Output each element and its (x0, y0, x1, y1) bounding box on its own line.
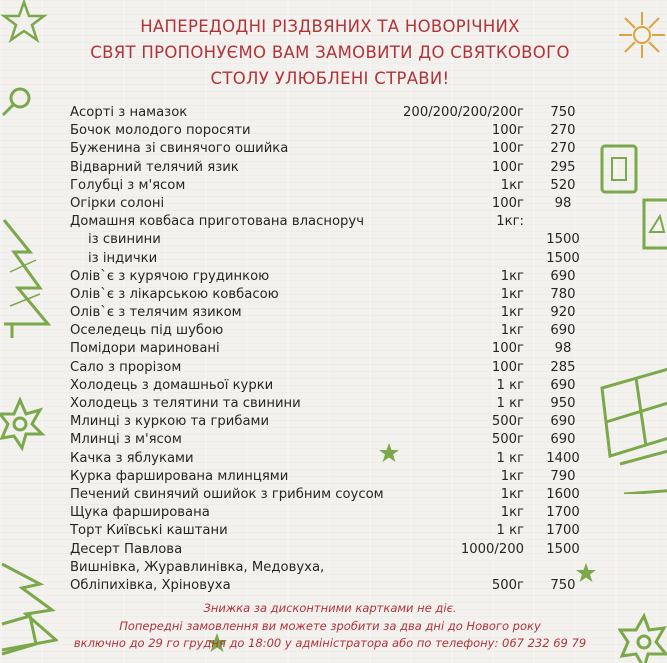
menu-item-name: із свинини (88, 232, 161, 248)
menu-item-price: 98 (554, 195, 572, 211)
menu-item-name: Асорті з намазок (70, 105, 188, 120)
menu-item-price: 285 (550, 359, 576, 375)
menu-item-weight: 100г (491, 159, 524, 175)
menu-item-price: 690 (550, 432, 576, 448)
menu-item-weight: 1кг (500, 268, 524, 284)
menu-item-price: 1400 (546, 450, 580, 466)
menu-row (70, 213, 590, 231)
menu-row (70, 286, 590, 304)
discount-note: Знижка за дисконтними картками не діє. (203, 601, 457, 615)
menu-row (70, 104, 590, 122)
menu-item-weight: 1 кг (496, 377, 524, 393)
menu-item-price: 270 (550, 123, 576, 139)
announcement-heading (40, 14, 620, 92)
preorder-note: Попередні замовлення ви можете зробити за два дні до Нового року (119, 618, 541, 633)
menu-item-name: Відварний телячий язик (70, 159, 239, 175)
snowflake-icon (0, 396, 46, 452)
menu-item-price: 690 (550, 323, 576, 339)
menu-row (70, 159, 590, 177)
menu-row (70, 486, 590, 504)
footer-notes (30, 600, 630, 653)
menu-item-weight: 100г (491, 141, 524, 157)
menu-item-weight: 1кг (500, 486, 524, 502)
menu-item-weight: 500г (491, 414, 524, 430)
menu-item-price: 750 (550, 105, 576, 120)
menu-item-weight: 1кг (500, 468, 524, 484)
menu-item-name: Домашня ковбаса приготована власноруч (70, 214, 365, 230)
menu-item-price: 1600 (546, 486, 580, 502)
menu-item-price: 295 (550, 159, 576, 175)
menu-item-weight: 500г (491, 577, 524, 593)
menu-item-name: Млинці з куркою та грибами (70, 414, 270, 430)
menu-item-weight: 1кг (500, 286, 524, 302)
menu-item-price: 1500 (546, 541, 580, 557)
menu-item-name: із індички (88, 250, 158, 266)
menu-row (70, 450, 590, 468)
menu-item-price: 790 (550, 468, 576, 484)
menu-item-name: Обліпихівка, Хріновуха (70, 577, 231, 593)
menu-item-name: Помідори мариновані (70, 341, 220, 357)
menu-item-price: 690 (550, 377, 576, 393)
menu-item-name: Голубці з м'ясом (70, 177, 186, 193)
menu-item-name: Олів`є з лікарською ковбасою (70, 286, 279, 302)
menu-item-weight: 100г (491, 341, 524, 357)
menu-item-price: 1700 (546, 505, 580, 521)
menu-item-price: 690 (550, 414, 576, 430)
menu-item-price: 98 (554, 341, 572, 357)
menu-item-price: 520 (550, 177, 576, 193)
ornament-icon (0, 84, 34, 118)
menu-item-price: 950 (550, 396, 576, 411)
menu-item-weight: 1кг (500, 177, 524, 193)
snowflake-icon (617, 10, 667, 60)
menu-item-price: 780 (550, 286, 576, 302)
menu-item-name: Качка з яблуками (70, 450, 194, 466)
contact-note: включно до 29 го грудня до 18:00 у адміністратора або по телефону: 067 232 69 79 (73, 636, 587, 650)
menu-item-name: Холодець з домашньої курки (70, 377, 274, 393)
menu-item-name: Курка фарширована млинцями (70, 468, 289, 484)
menu-item-name: Щука фарширована (70, 505, 210, 521)
menu-item-weight: 1 кг (496, 523, 524, 539)
menu-row (70, 140, 590, 158)
menu-item-price: 920 (550, 305, 576, 321)
menu-row (70, 250, 590, 268)
menu-item-name: Олів`є з телячим язиком (70, 305, 242, 321)
menu-list (70, 104, 590, 595)
menu-item-name: Огірки солоні (70, 195, 165, 211)
menu-row (70, 122, 590, 140)
menu-row (70, 431, 590, 449)
menu-item-name: Торт Київські каштани (70, 523, 228, 539)
menu-item-name: Сало з прорізом (70, 359, 182, 375)
menu-row (70, 377, 590, 395)
menu-item-price: 1700 (546, 523, 580, 539)
menu-item-weight: 1 кг (496, 450, 524, 466)
menu-item-price: 270 (550, 141, 576, 157)
menu-row (70, 359, 590, 377)
menu-item-weight: 1000/200 (460, 541, 524, 557)
menu-row (70, 177, 590, 195)
gift-box-icon (640, 196, 667, 252)
menu-item-price: 1500 (546, 250, 580, 266)
menu-row (70, 395, 590, 413)
jar-icon (596, 140, 642, 196)
menu-row (70, 577, 590, 595)
menu-row (70, 322, 590, 340)
christmas-tree-icon (0, 212, 52, 342)
menu-row (70, 340, 590, 358)
menu-item-weight: 1кг: (496, 214, 524, 230)
menu-item-name: Печений свинячий ошийок з грибним соусом (70, 486, 384, 502)
menu-row (70, 504, 590, 522)
menu-row (70, 195, 590, 213)
heading-line-1: НАПЕРЕДОДНІ РІЗДВЯНИХ ТА НОВОРІЧНИХ (140, 17, 520, 36)
menu-row (70, 268, 590, 286)
menu-item-name: Оселедець під шубою (70, 323, 224, 339)
menu-item-weight: 1кг (500, 323, 524, 339)
menu-item-weight: 500г (491, 432, 524, 448)
menu-item-weight: 200/200/200/200г (403, 105, 524, 120)
heading-line-3: СТОЛУ УЛЮБЛЕНІ СТРАВИ! (210, 69, 450, 88)
gift-box-icon (592, 364, 667, 494)
menu-row (70, 231, 590, 249)
menu-row (70, 522, 590, 540)
heading-line-2: СВЯТ ПРОПОНУЄМО ВАМ ЗАМОВИТИ ДО СВЯТКОВОГО (90, 43, 570, 62)
menu-item-price: 690 (550, 268, 576, 284)
menu-row (70, 541, 590, 559)
menu-item-name: Бочок молодого поросяти (70, 123, 251, 139)
menu-item-name: Млинці з м'ясом (70, 432, 182, 448)
menu-item-weight: 100г (491, 123, 524, 139)
menu-item-name: Буженина зі свинячого ошийка (70, 141, 289, 157)
menu-item-weight: 100г (491, 359, 524, 375)
menu-item-weight: 1кг (500, 305, 524, 321)
menu-row (70, 468, 590, 486)
menu-item-weight: 100г (491, 195, 524, 211)
menu-item-name: Вишнівка, Журавлинівка, Медовуха, (70, 559, 325, 575)
menu-row (70, 304, 590, 322)
menu-item-name: Холодець з телятини та свинини (70, 396, 301, 411)
menu-item-name: Олів`є з курячою грудинкою (70, 268, 270, 284)
menu-item-weight: 1 кг (496, 396, 524, 411)
menu-item-price: 750 (550, 577, 576, 593)
menu-item-price: 1500 (546, 232, 580, 248)
menu-row (70, 413, 590, 431)
menu-row (70, 559, 590, 577)
menu-item-name: Десерт Павлова (70, 541, 183, 557)
menu-item-weight: 1кг (500, 505, 524, 521)
